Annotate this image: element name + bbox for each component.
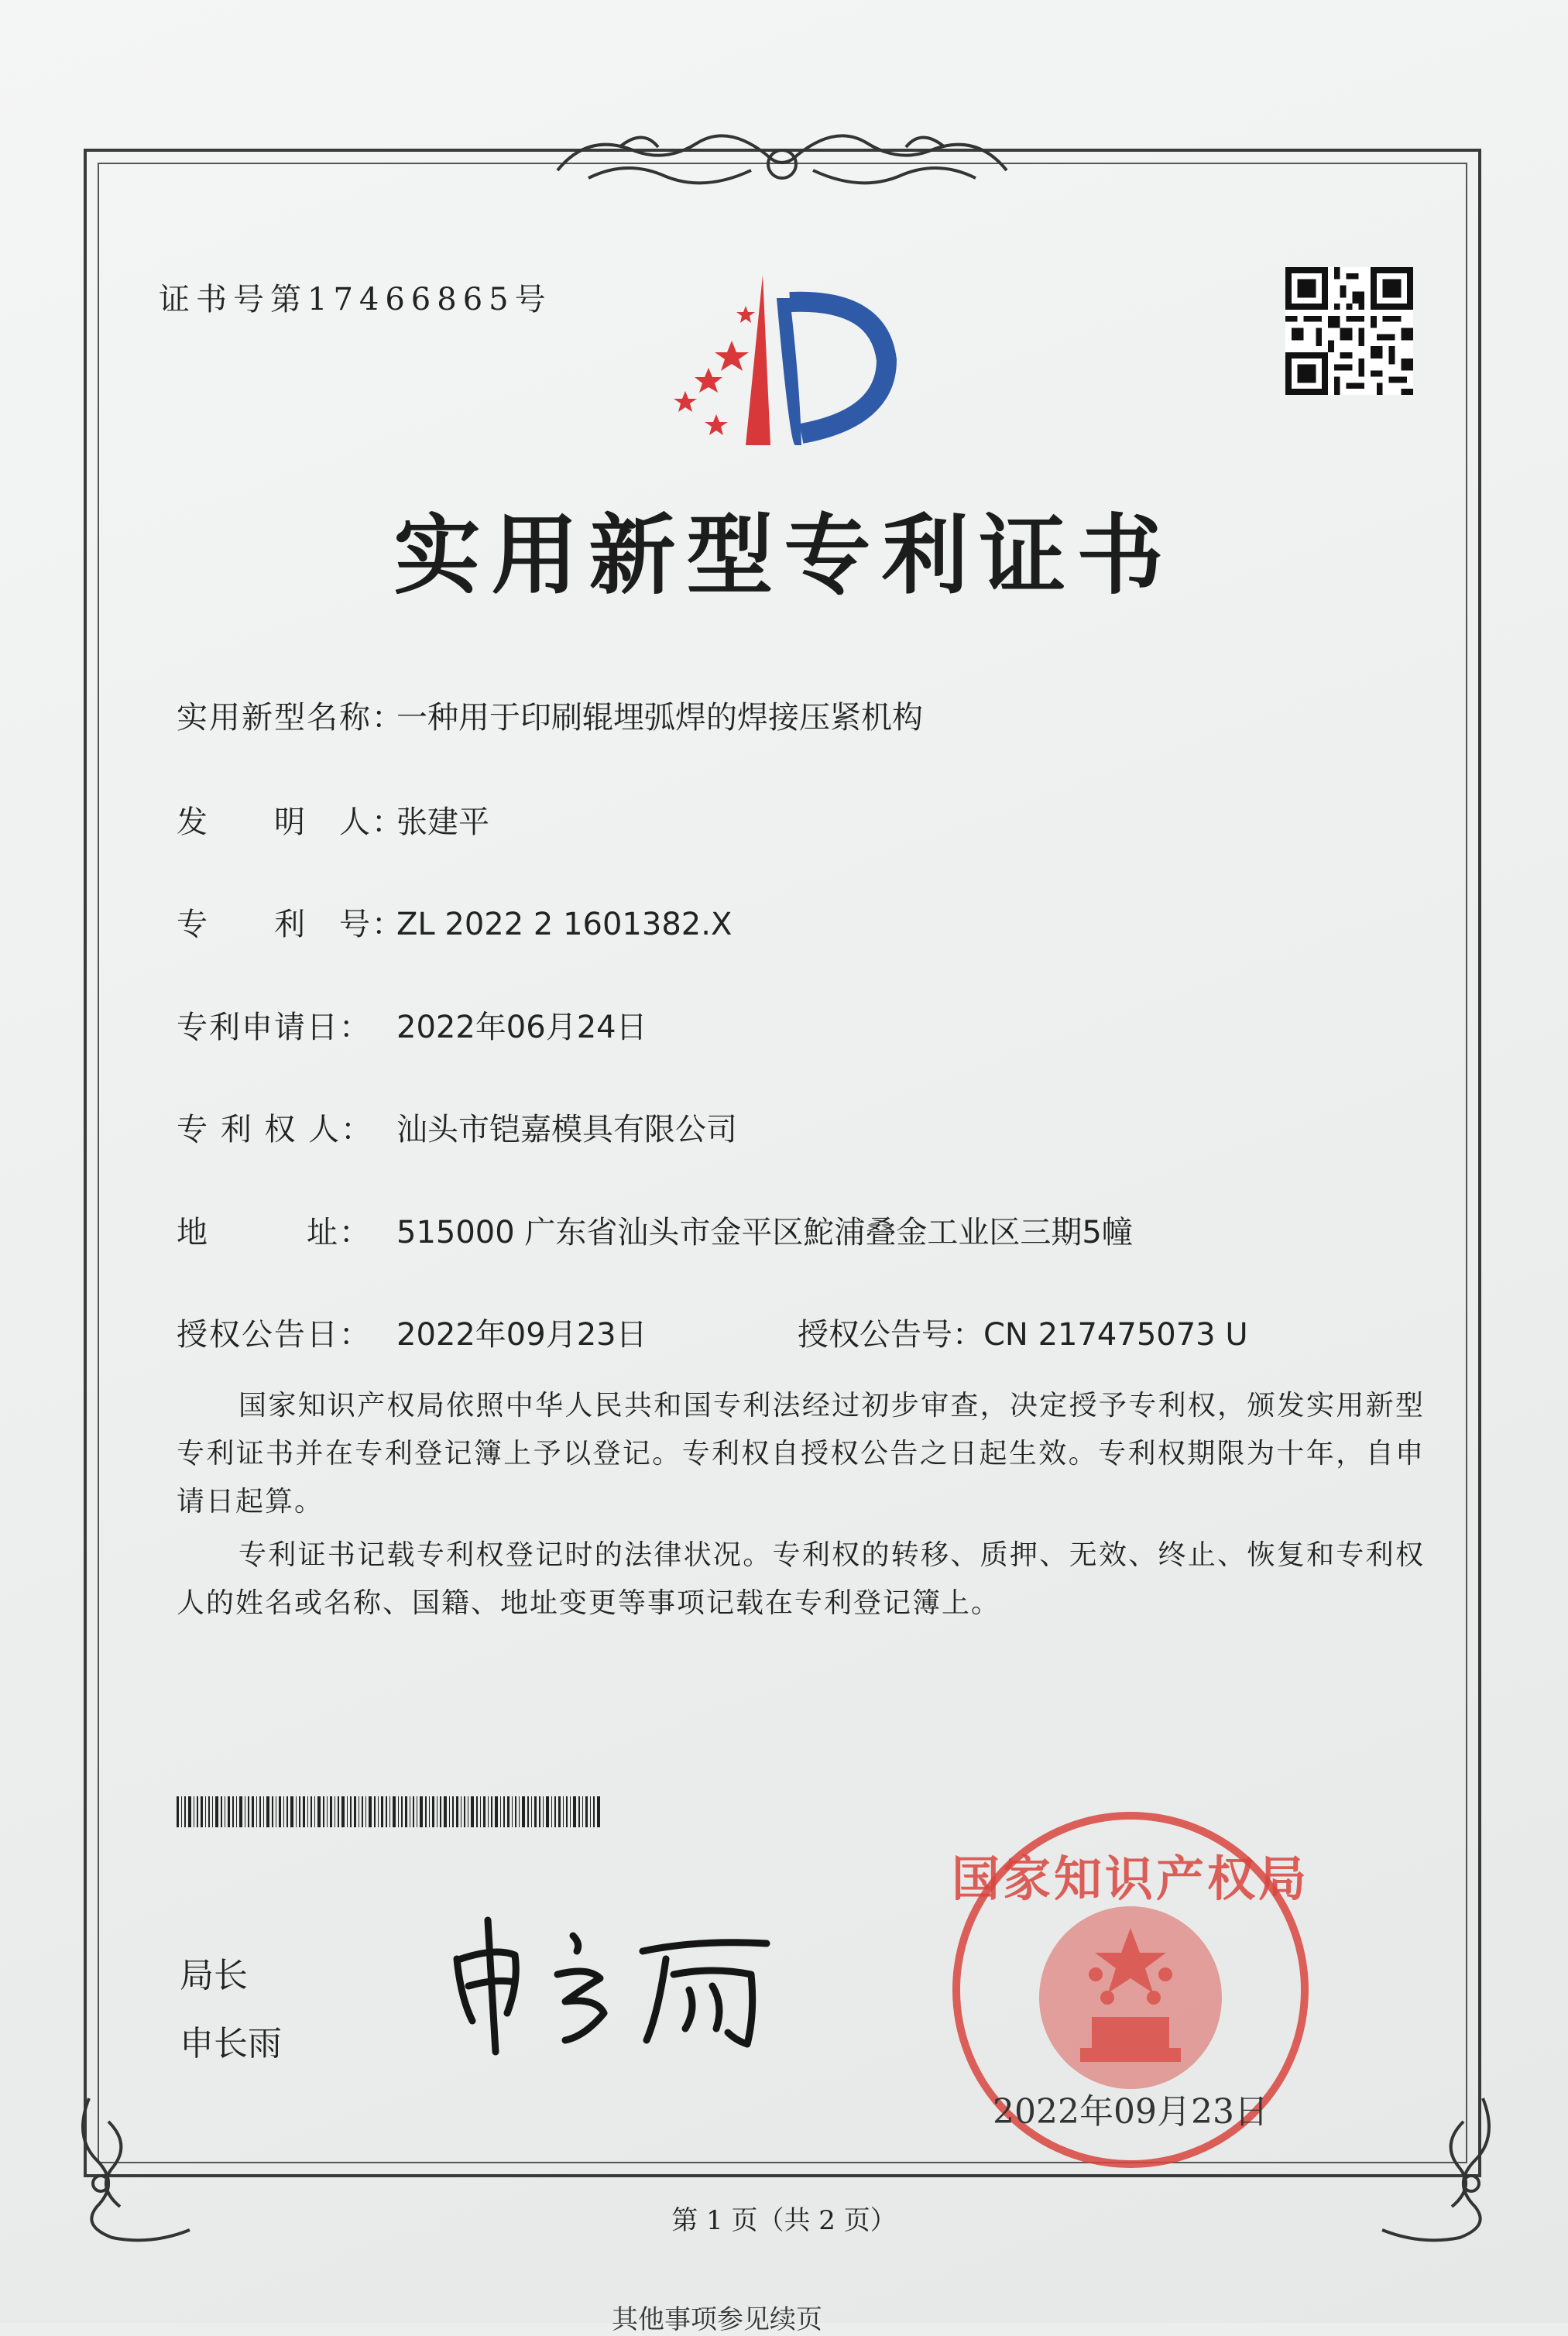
patentee-label: 专 利 权 人： <box>177 1112 374 1147</box>
grant-date-row <box>177 1310 647 1354</box>
grant-date-label: 授权公告日： <box>177 1317 372 1353</box>
director-signature <box>441 1905 798 2060</box>
certificate-number: 证书号第17466865号 <box>159 282 552 317</box>
utility-model-name-label: 实用新型名称： <box>177 700 404 736</box>
director-name: 申长雨 <box>180 2024 282 2063</box>
inventor-value: 张建平 <box>396 804 489 840</box>
cnipa-logo-icon <box>654 267 910 461</box>
paragraph-2: 专利证书记载专利权登记时的法律状况。专利权的转移、质押、无效、终止、恢复和专利权人的姓名或名称、国籍、地址变更等事项记载在专利登记簿上。 <box>177 1539 1425 1619</box>
inventor-label: 发 明 人： <box>177 804 404 840</box>
filing-date-value: 2022年06月24日 <box>396 1010 647 1045</box>
utility-model-name-value: 一种用于印刷辊埋弧焊的焊接压紧机构 <box>396 700 923 736</box>
address-value: 515000 广东省汕头市金平区鮀浦叠金工业区三期5幢 <box>396 1215 1133 1250</box>
filing-date-label: 专利申请日： <box>177 1010 372 1045</box>
grant-number-label: 授权公告号： <box>798 1317 983 1353</box>
filing-date-row <box>177 1003 647 1047</box>
page-number: 第 1 页（共 2 页） <box>671 2205 897 2236</box>
patent-number-row <box>177 900 732 944</box>
barcode-icon <box>177 1796 602 1827</box>
address-label: 地 址： <box>177 1215 372 1250</box>
utility-model-name-row <box>177 693 923 737</box>
patentee-value: 汕头市铠嘉模具有限公司 <box>396 1112 737 1147</box>
grant-date-value: 2022年09月23日 <box>396 1317 647 1353</box>
paragraph-1: 国家知识产权局依照中华人民共和国专利法经过初步审查，决定授予专利权，颁发实用新型专利证书并在专利登记簿上予以登记。专利权自授权公告之日起生效。专利权期限为十年，自申请日起算。 <box>177 1390 1425 1518</box>
seal-date: 2022年09月23日 <box>993 2092 1268 2132</box>
inventor-row <box>177 798 489 842</box>
official-seal <box>945 1804 1316 2176</box>
director-title: 局长 <box>180 1956 248 1995</box>
grant-number-row <box>798 1310 1248 1354</box>
qr-code-icon <box>1285 267 1413 395</box>
seal-text: 国家知识产权局 <box>951 1851 1310 1907</box>
patentee-row <box>177 1105 737 1149</box>
patent-number-label: 专 利 号： <box>177 907 404 942</box>
address-row <box>177 1208 1133 1252</box>
grant-number-value: CN 217475073 U <box>983 1317 1248 1353</box>
patent-number-value: ZL 2022 2 1601382.X <box>396 907 733 942</box>
continuation-note: 其他事项参见续页 <box>612 2304 822 2335</box>
certificate-title: 实用新型专利证书 <box>393 506 1175 606</box>
top-dragon-ornament <box>542 116 1022 201</box>
